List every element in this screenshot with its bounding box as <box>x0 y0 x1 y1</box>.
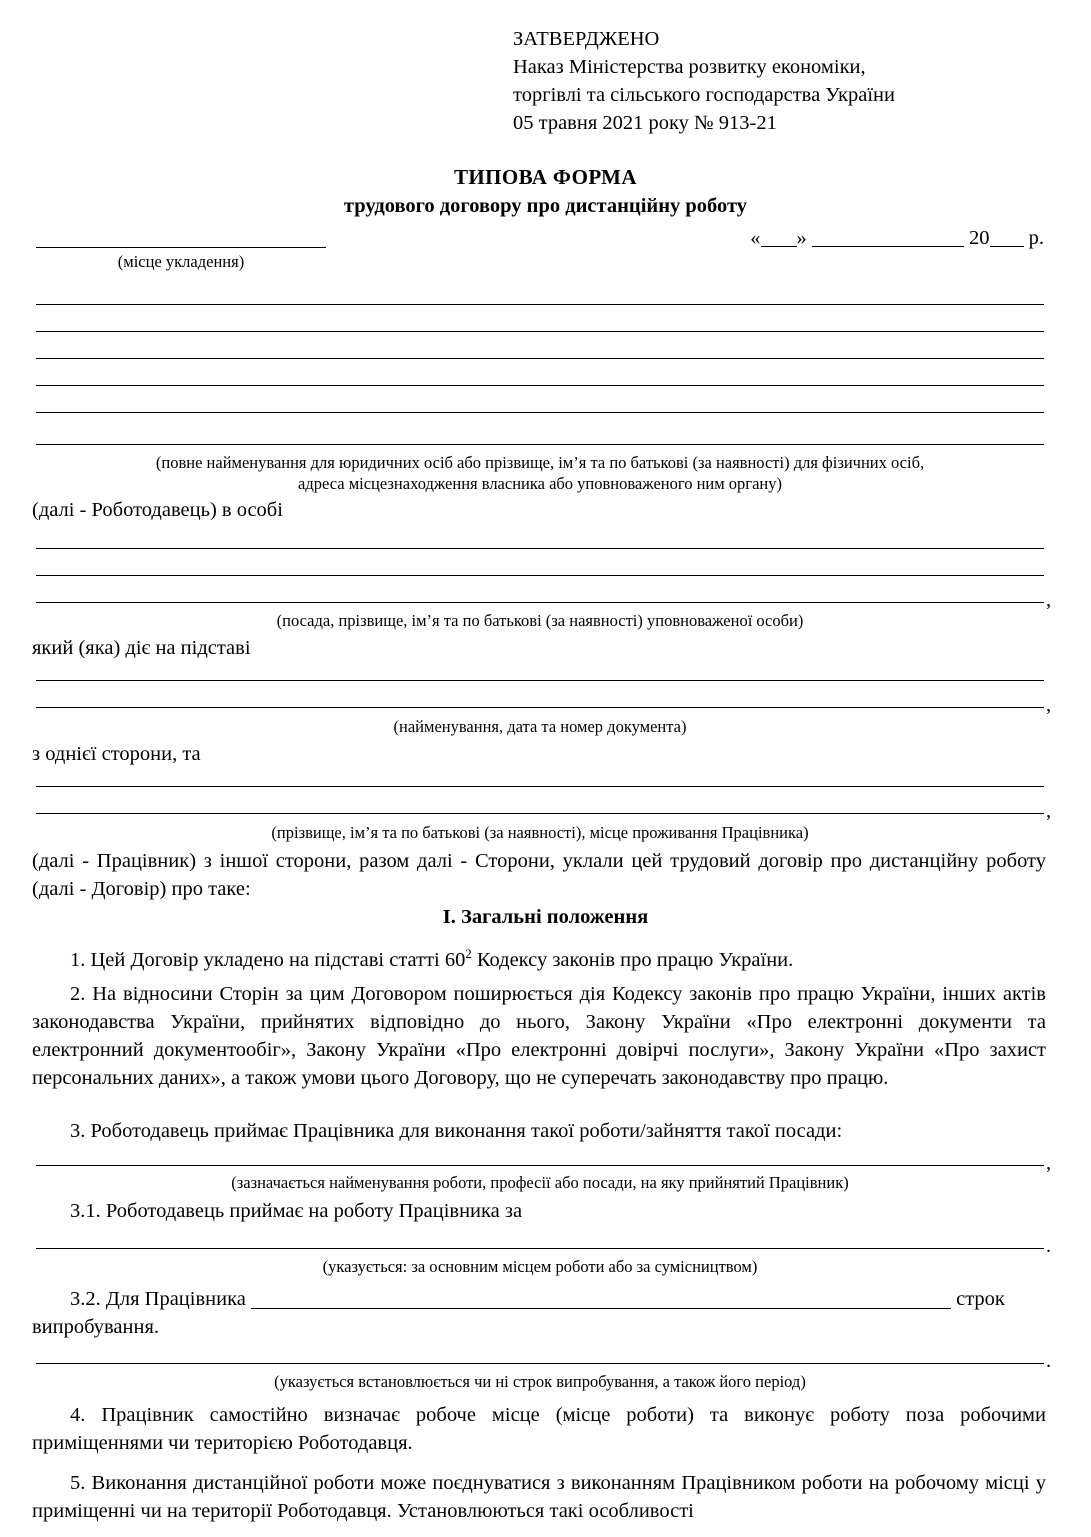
page-title: ТИПОВА ФОРМА <box>454 165 637 189</box>
clause-3-2-inline-blank[interactable] <box>251 1308 951 1309</box>
day-blank[interactable] <box>761 246 797 247</box>
clause-3-caption: (зазначається найменування роботи, професії або посади, на яку прийнятий Працівник) <box>231 1173 849 1192</box>
employer-rep-line-1[interactable] <box>36 548 1044 549</box>
year-prefix: 20 <box>969 227 990 249</box>
approval-line-4: 05 травня 2021 року № 913-21 <box>513 112 777 135</box>
place-and-date-row <box>36 228 1044 278</box>
employer-line-1[interactable] <box>36 304 1044 305</box>
place-of-conclusion-caption: (місце укладення) <box>117 252 245 271</box>
basis-intro: який (яка) діє на підставі <box>32 637 251 659</box>
clause-3: 3. Роботодавець приймає Працівника для виконання такої роботи/зайняття такої посади: <box>70 1120 843 1142</box>
employer-rep-line-2[interactable] <box>36 575 1044 576</box>
clause-3-1: 3.1. Роботодавець приймає на роботу Працівника за <box>70 1200 523 1222</box>
clause-3-blank-line[interactable] <box>36 1165 1044 1166</box>
clause-5: 5. Виконання дистанційної роботи може поєднуватися з виконанням Працівником роботи на робочому місці у приміщенні чи на території Роботодавця. Установлюються такі особливості <box>32 1472 1046 1522</box>
clause-3-2-text-after: строк випробування. <box>32 1288 1005 1338</box>
clause-1-text-before: 1. Цей Договір укладено на підставі статті 60 <box>70 949 466 971</box>
clause-3-2-blank-line[interactable] <box>36 1363 1044 1364</box>
clause-3-2-text-before: 3.2. Для Працівника <box>70 1288 246 1310</box>
quote-open: « <box>750 227 761 249</box>
employee-line-1[interactable] <box>36 786 1044 787</box>
employer-caption-line-2: адреса місцезнаходження власника або уповноваженого ним органу) <box>298 474 782 493</box>
year-blank[interactable] <box>990 246 1024 247</box>
employer-rep-caption: (посада, прізвище, ім’я та по батькові (за наявності) уповноваженої особи) <box>276 611 804 630</box>
clause-3-2-caption: (указується встановлюється чи ні строк випробування, а також його період) <box>274 1372 806 1391</box>
year-suffix: р. <box>1028 227 1044 249</box>
clause-3-1-blank-line[interactable] <box>36 1248 1044 1249</box>
page-subtitle: трудового договору про дистанційну роботу <box>343 194 748 217</box>
clause-1-text-after: Кодексу законів про працю України. <box>471 949 794 971</box>
employee-caption: (прізвище, ім’я та по батькові (за наявності), місце проживання Працівника) <box>271 823 809 842</box>
basis-caption: (найменування, дата та номер документа) <box>393 717 687 736</box>
clause-2: 2. На відносини Сторін за цим Договором поширюється дія Кодексу законів про працю України, інших актів законодавства України, прийнятих відповідно до нього, Закону України «Про електронні документи та електронний документообіг», Закону України «Про електронні довірчі послуги», Закону України «Про захист персональних даних», а також умови цього Договору, що не суперечать законодавству про працю. <box>32 983 1046 1089</box>
quote-close: » <box>796 227 807 249</box>
basis-trailing-comma: , <box>1046 694 1052 716</box>
clause-3-1-caption: (указується: за основним місцем роботи або за сумісництвом) <box>322 1257 758 1276</box>
employer-rep-line-3[interactable] <box>36 602 1044 603</box>
basis-line-2[interactable] <box>36 707 1044 708</box>
clause-3-1-trailing-dot: . <box>1046 1235 1052 1257</box>
approval-line-1: ЗАТВЕРДЖЕНО <box>513 28 660 50</box>
employer-line-6[interactable] <box>36 444 1044 445</box>
month-blank[interactable] <box>812 246 964 247</box>
approval-line-3: торгівлі та сільського господарства України <box>513 84 895 107</box>
approval-line-2: Наказ Міністерства розвитку економіки, <box>513 56 866 79</box>
clause-1 <box>32 947 1046 975</box>
section-heading-general-provisions: I. Загальні положення <box>442 906 649 928</box>
employer-alias-intro: (далі - Роботодавець) в особі <box>32 499 283 521</box>
clause-3-2 <box>32 1286 1046 1342</box>
employer-line-4[interactable] <box>36 385 1044 386</box>
employer-line-5[interactable] <box>36 412 1044 413</box>
clause-1-superscript: 2 <box>465 947 472 962</box>
employer-rep-trailing-comma: , <box>1046 589 1052 611</box>
employee-line-2[interactable] <box>36 813 1044 814</box>
employer-line-2[interactable] <box>36 331 1044 332</box>
employer-caption-line-1: (повне найменування для юридичних осіб або прізвище, ім’я та по батькові (за наявності) для фізичних осіб, <box>155 453 925 472</box>
employee-intro: з однієї сторони, та <box>32 743 201 765</box>
clause-4: 4. Працівник самостійно визначає робоче місце (місце роботи) та виконує роботу поза робочими приміщеннями чи територією Роботодавця. <box>32 1404 1046 1454</box>
basis-line-1[interactable] <box>36 680 1044 681</box>
employer-line-3[interactable] <box>36 358 1044 359</box>
clause-3-trailing-comma: , <box>1046 1152 1052 1174</box>
approval-block <box>513 25 1033 137</box>
date-fields <box>750 228 1044 249</box>
clause-3-2-trailing-dot: . <box>1046 1350 1052 1372</box>
document-title-block <box>0 163 1091 220</box>
place-of-conclusion-blank[interactable] <box>36 247 326 248</box>
employee-trailing-comma: , <box>1046 800 1052 822</box>
preamble-paragraph: (далі - Працівник) з іншої сторони, разом далі - Сторони, уклали цей трудовий договір про дистанційну роботу (далі - Договір) про таке: <box>32 850 1046 900</box>
